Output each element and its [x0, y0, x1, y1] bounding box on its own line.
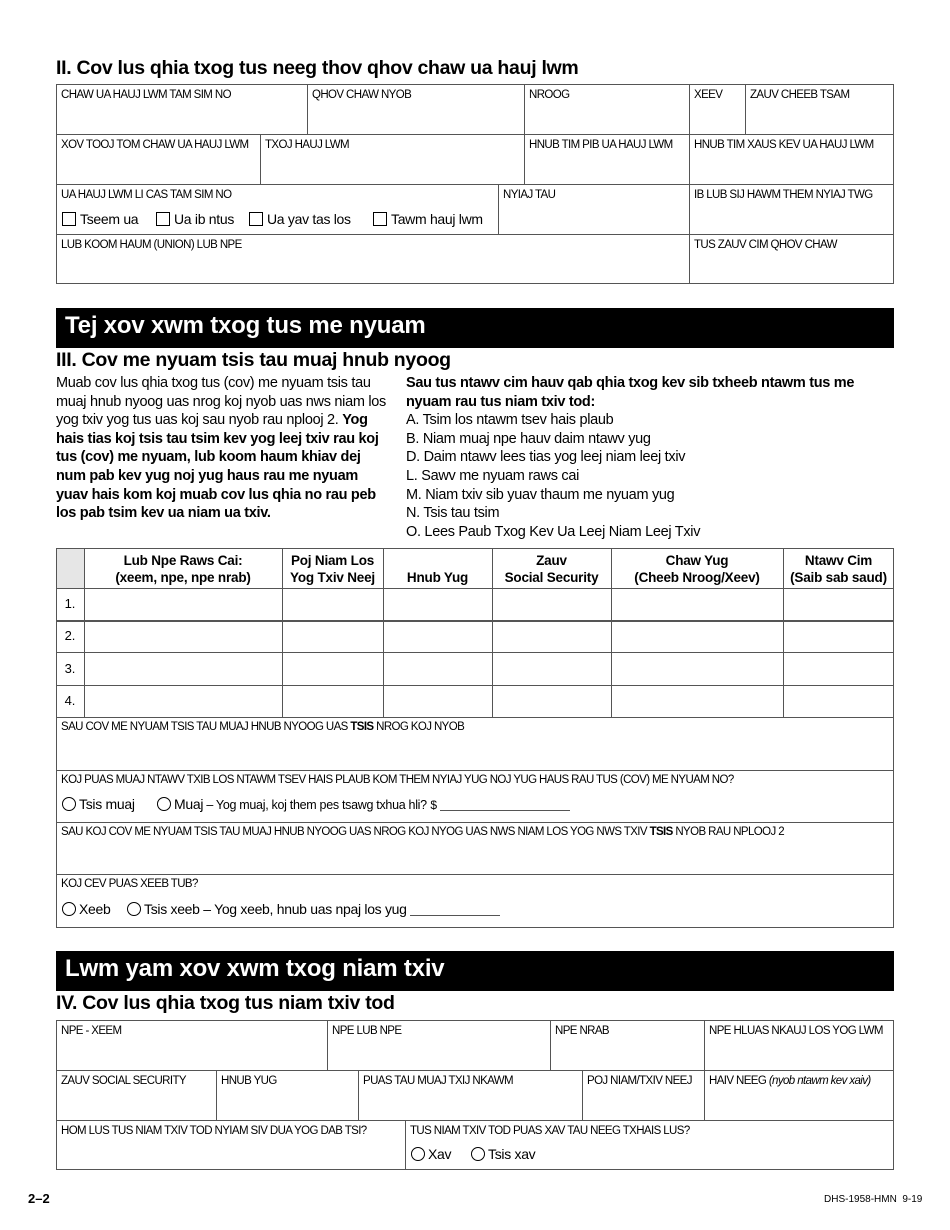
- state-field[interactable]: XEEV: [694, 89, 723, 101]
- parent-race-field[interactable]: HAIV NEEG (nyob ntawm kev xaiv): [709, 1075, 871, 1087]
- seasonal-checkbox[interactable]: Ua yav tas los: [249, 211, 351, 227]
- code-item: O. Lees Paub Txog Kev Ua Leej Niam Leej Txiv: [406, 523, 701, 540]
- parent-banner: Lwm yam xov xwm txog niam txiv: [56, 951, 894, 991]
- page-number: 2–2: [28, 1191, 50, 1206]
- code-item: D. Daim ntawv lees tias yog leej niam leej txiv: [406, 449, 686, 466]
- end-date-field[interactable]: HNUB TIM XAUS KEV UA HAUJ LWM: [694, 139, 874, 151]
- other-children-field[interactable]: SAU COV ME NYUAM TSIS TAU MUAJ HNUB NYOOG UAS TSIS NROG KOJ NYOB: [61, 721, 465, 733]
- pregnant-no-radio[interactable]: Tsis xeeb – Yog xeeb, hnub uas npaj los yug: [127, 901, 500, 917]
- parent-language-field[interactable]: HOM LUS TUS NIAM TXIV TOD NYIAM SIV DUA YOG DAB TSI?: [61, 1125, 367, 1137]
- fulltime-checkbox[interactable]: Tseem ua: [62, 211, 138, 227]
- support-no-radio[interactable]: Tsis muaj: [62, 796, 135, 812]
- section-3-instructions: [56, 374, 386, 523]
- code-item: L. Sawv me nyuam raws cai: [406, 467, 580, 484]
- parent-gender-field[interactable]: POJ NIAM/TXIV NEEJ: [587, 1075, 692, 1087]
- children-not-living-field[interactable]: SAU KOJ COV ME NYUAM TSIS TAU MUAJ HNUB NYOOG UAS NROG KOJ NYOG UAS NWS NIAM LOS YOG NWS TXIV TSIS NYOB RAU NPLOOJ 2: [61, 826, 784, 838]
- employment-status-label: UA HAUJ LWM LI CAS TAM SIM NO: [61, 189, 232, 201]
- city-field[interactable]: NROOG: [529, 89, 570, 101]
- parent-ssn-field[interactable]: ZAUV SOCIAL SECURITY: [61, 1075, 186, 1087]
- section-2-title: II. Cov lus qhia txog tus neeg thov qhov chaw ua hauj lwm: [56, 57, 579, 79]
- instructions-bold: Yog hais tias koj tsis tau tsim kev yog leej txiv rau koj tus (cov) me nyuam, lub koom haum khiav dej num pab kev yug noj yug haus rau me nyuam yuav hais kom koj muab cov lus qhia no rau peb los pab tsim kev ua niam ua txiv.: [56, 412, 379, 522]
- instructions-normal: Muab cov lus qhia txog tus (cov) me nyuam tsis tau muaj hnub nyoog uas nrog koj nyob uas nws niam los yog txiv yog tus uas koj sau nyob rau nplooj 2.: [56, 375, 386, 429]
- col-header-code: Ntawv Cim (Saib sab saud): [790, 553, 887, 585]
- interpreter-yes-radio[interactable]: Xav: [411, 1146, 451, 1162]
- table-row-number: 4.: [64, 693, 76, 708]
- employer-phone-field[interactable]: XOV TOOJ TOM CHAW UA HAUJ LWM: [61, 139, 249, 151]
- job-title-field[interactable]: TXOJ HAUJ LWM: [265, 139, 349, 151]
- form-id: DHS-1958-HMN 9-19: [824, 1194, 923, 1205]
- parent-firstname-field[interactable]: NPE LUB NPE: [332, 1025, 402, 1037]
- employer-name-field[interactable]: CHAW UA HAUJ LWM TAM SIM NO: [61, 89, 231, 101]
- pregnant-question: KOJ CEV PUAS XEEB TUB?: [61, 878, 198, 890]
- codes-heading: Sau tus ntawv cim hauv qab qhia txog kev sib txheeb ntawm tus me nyuam rau tus niam txiv tod:: [406, 375, 855, 410]
- parent-dob-field[interactable]: HNUB YUG: [221, 1075, 277, 1087]
- col-header-name: Lub Npe Raws Cai: (xeem, npe, npe nrab): [115, 553, 251, 585]
- parent-middle-field[interactable]: NPE NRAB: [555, 1025, 609, 1037]
- pay-field[interactable]: NYIAJ TAU: [503, 189, 556, 201]
- code-item: B. Niam muaj npe hauv daim ntawv yug: [406, 430, 651, 447]
- location-id-field[interactable]: TUS ZAUV CIM QHOV CHAW: [694, 239, 837, 251]
- code-item: N. Tsis tau tsim: [406, 505, 500, 522]
- interpreter-no-radio[interactable]: Tsis xav: [471, 1146, 535, 1162]
- table-row-number: 2.: [64, 628, 76, 643]
- union-field[interactable]: LUB KOOM HAUM (UNION) LUB NPE: [61, 239, 242, 251]
- children-table: [56, 548, 894, 928]
- col-header-birthplace: Chaw Yug (Cheeb Nroog/Xeev): [634, 553, 760, 585]
- parent-surname-field[interactable]: NPE - XEEM: [61, 1025, 122, 1037]
- parent-other-names-field[interactable]: NPE HLUAS NKAUJ LOS YOG LWM: [709, 1025, 883, 1037]
- code-item: A. Tsim los ntawm tsev hais plaub: [406, 412, 614, 429]
- col-header-ssn: Zauv Social Security: [504, 553, 599, 585]
- children-banner: Tej xov xwm txog tus me nyuam: [56, 308, 894, 348]
- interpreter-question: TUS NIAM TXIV TOD PUAS XAV TAU NEEG TXHAIS LUS?: [410, 1125, 690, 1137]
- code-item: M. Niam txiv sib yuav thaum me nyuam yug: [406, 486, 675, 503]
- support-amount-input[interactable]: [440, 810, 570, 811]
- col-header-gender: Poj Niam Los Yog Txiv Neej: [290, 553, 375, 585]
- address-field[interactable]: QHOV CHAW NYOB: [312, 89, 412, 101]
- pay-frequency-field[interactable]: IB LUB SIJ HAWM THEM NYIAJ TWG: [694, 189, 873, 201]
- col-header-dob: Hnub Yug: [406, 570, 469, 585]
- parent-insurance-field[interactable]: PUAS TAU MUAJ TXIJ NKAWM: [363, 1075, 514, 1087]
- due-date-input[interactable]: [410, 915, 500, 916]
- support-yes-radio[interactable]: Muaj – Yog muaj, koj them pes tsawg txhua hli? $: [157, 796, 570, 812]
- section-3-title: III. Cov me nyuam tsis tau muaj hnub nyoog: [56, 349, 451, 371]
- section-4-title: IV. Cov lus qhia txog tus niam txiv tod: [56, 992, 395, 1014]
- pregnant-yes-radio[interactable]: Xeeb: [62, 901, 111, 917]
- parttime-checkbox[interactable]: Ua ib ntus: [156, 211, 234, 227]
- table-row-number: 3.: [64, 661, 76, 676]
- support-order-question: KOJ PUAS MUAJ NTAWV TXIB LOS NTAWM TSEV HAIS PLAUB KOM THEM NYIAJ YUG NOJ YUG HAUS RAU TUS (COV) ME NYUAM NO?: [61, 774, 734, 786]
- table-row-number: 1.: [64, 596, 76, 611]
- zip-field[interactable]: ZAUV CHEEB TSAM: [750, 89, 850, 101]
- relationship-codes: [406, 374, 894, 541]
- quit-checkbox[interactable]: Tawm hauj lwm: [373, 211, 483, 227]
- start-date-field[interactable]: HNUB TIM PIB UA HAUJ LWM: [529, 139, 673, 151]
